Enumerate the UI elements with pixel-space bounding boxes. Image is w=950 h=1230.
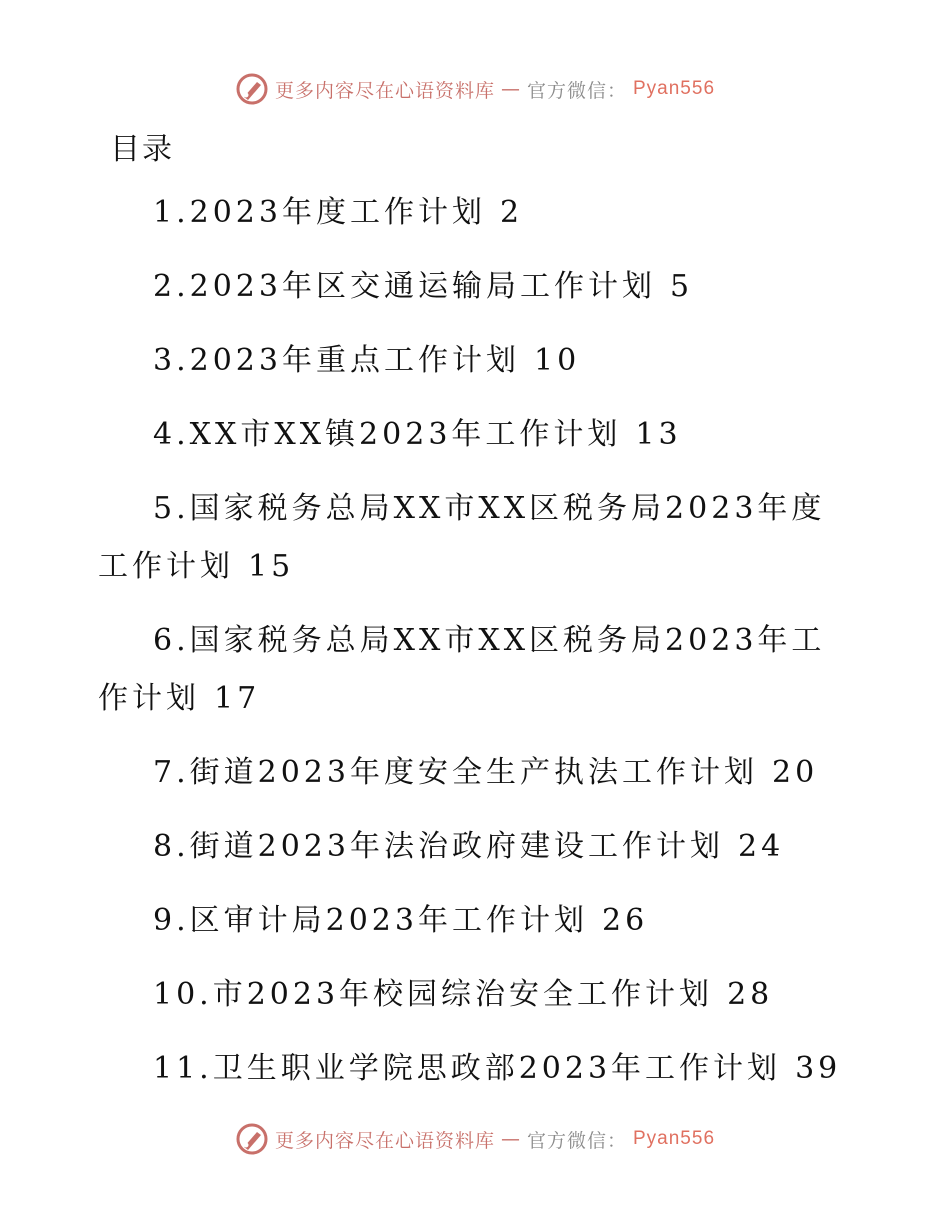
banner-official-label: 官方微信：: [526, 1129, 627, 1152]
toc-entry[interactable]: [98, 892, 850, 950]
pen-logo-icon: [235, 1122, 269, 1156]
header-banner: [0, 72, 950, 106]
banner-wechat-id: Pyan556: [633, 78, 716, 99]
toc-entry-label: 1.2023年度工作计划: [153, 195, 486, 230]
toc-entry[interactable]: [98, 258, 850, 316]
toc-list: [98, 184, 850, 1114]
toc-entry-page: 13: [635, 417, 682, 452]
banner-official-label: 官方微信：: [526, 79, 627, 102]
banner-dash: —: [500, 78, 521, 100]
toc-entry-page: 5: [669, 269, 694, 304]
toc-entry-page: 28: [727, 977, 774, 1012]
toc-entry[interactable]: [98, 1040, 850, 1098]
banner-text: 更多内容尽在心语资料库: [274, 1129, 495, 1152]
toc-entry-label: 2.2023年区交通运输局工作计划: [153, 269, 656, 304]
toc-entry-label: 11.卫生职业学院思政部2023年工作计划: [153, 1051, 782, 1086]
toc-entry[interactable]: [98, 818, 850, 876]
toc-entry[interactable]: [98, 744, 850, 802]
toc-entry-label: 3.2023年重点工作计划: [153, 343, 520, 378]
banner-dash: —: [500, 1128, 521, 1150]
toc-title: 目录: [110, 132, 174, 167]
toc-entry-page: 24: [737, 829, 785, 864]
pen-logo-icon: [235, 72, 269, 106]
toc-entry-label: 9.区审计局2023年工作计划: [153, 903, 588, 938]
toc-entry-label: 4.XX市XX镇2023年工作计划: [153, 417, 622, 452]
banner-wechat-id: Pyan556: [633, 1128, 716, 1149]
toc-entry[interactable]: [98, 406, 850, 464]
toc-entry-label: 7.街道2023年度安全生产执法工作计划: [153, 755, 758, 790]
toc-entry[interactable]: [98, 332, 850, 390]
toc-entry-page: 10: [533, 343, 581, 378]
toc-entry-page: 2: [499, 195, 524, 230]
footer-banner: [0, 1122, 950, 1156]
toc-entry-label: 10.市2023年校园综治安全工作计划: [153, 977, 714, 1012]
toc-entry-label: 6.国家税务总局XX市XX区税务局2023年工作计划: [98, 623, 826, 716]
toc-entry[interactable]: [98, 184, 850, 242]
toc-entry-label: 8.街道2023年法治政府建设工作计划: [153, 829, 724, 864]
toc-entry-page: 20: [771, 755, 819, 790]
toc-entry[interactable]: [98, 966, 850, 1024]
toc-entry-page: 15: [248, 549, 295, 584]
toc-entry-page: 39: [795, 1051, 842, 1086]
banner-text: 更多内容尽在心语资料库: [274, 79, 495, 102]
toc-entry[interactable]: [98, 480, 850, 596]
toc-entry[interactable]: [98, 612, 850, 728]
toc-entry-page: 26: [601, 903, 649, 938]
toc-entry-page: 17: [214, 681, 261, 716]
toc-entry-label: 5.国家税务总局XX市XX区税务局2023年度工作计划: [98, 491, 826, 584]
